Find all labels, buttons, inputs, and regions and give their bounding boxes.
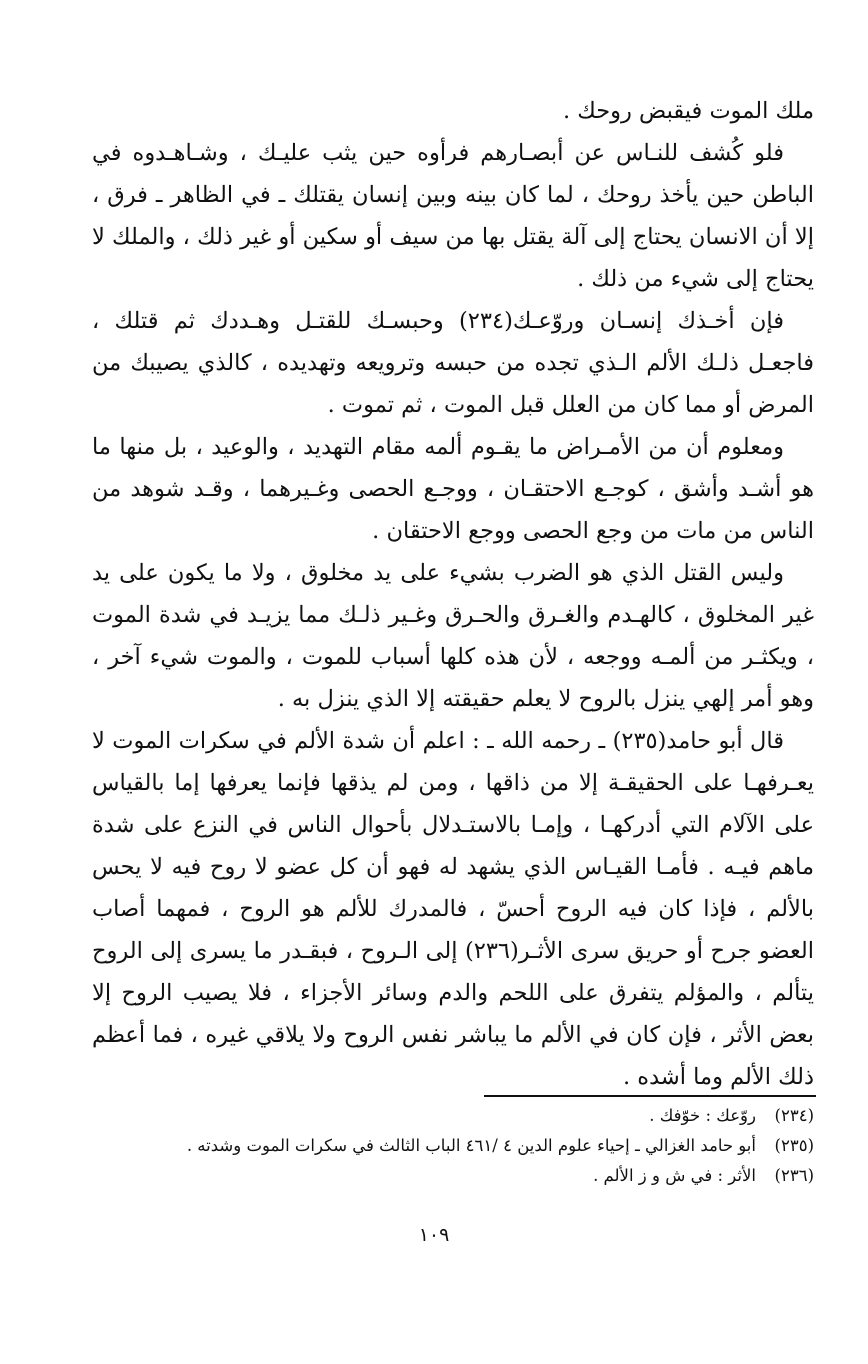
footnote-number: (٢٣٦) bbox=[774, 1166, 814, 1185]
paragraph-6: قال أبو حامد(٢٣٥) ـ رحمه الله ـ : اعلم أن شدة الألم في سكرات الموت لا يعـرفهـا على الحقيقـة إلا من ذاقها ، ومن لم يذقها فإنما يعرفها إما بالقياس على الآلام التي أدركهـا ، وإمـا بالاستـدلال بأحوال الناس في النزع على شدة ماهم فيـه . فأمـا القيـاس الذي يشهد له فهو أن كل عضو لا روح فيه لا يحس بالألم ، فإذا كان فيه الروح أحسّ ، فالمدرك للألم هو الروح ، فمهما أصاب العضو جرح أو حريق سرى الأثـر(٢٣٦) إلى الـروح ، فبقـدر ما يسرى إلى الروح يتألم ، والمؤلم يتفرق على اللحم والدم وسائر الأجزاء ، فلا يصيب الروح إلا بعض الأثر ، فإن كان في الألم ما يباشر نفس الروح ولا يلاقي غيره ، فما أعظم ذلك الألم وما أشده . bbox=[92, 728, 814, 1090]
main-text bbox=[92, 90, 814, 1098]
footnote-text: الأثر : في ش و ز الألم . bbox=[593, 1166, 756, 1185]
footnote-number: (٢٣٥) bbox=[774, 1136, 814, 1155]
footnotes bbox=[92, 1101, 814, 1191]
footnote-236 bbox=[92, 1161, 814, 1191]
footnote-234 bbox=[92, 1101, 814, 1131]
footnote-text: أبو حامد الغزالي ـ إحياء علوم الدين ٤ /٤٦١ الباب الثالث في سكرات الموت وشدته . bbox=[186, 1136, 756, 1155]
footnote-235 bbox=[92, 1131, 814, 1161]
page-number: ١٠٩ bbox=[418, 1224, 450, 1246]
footnote-text: روّعك : خوّفك . bbox=[649, 1106, 756, 1125]
paragraph-1: ملك الموت فيقبض روحك . bbox=[562, 98, 814, 124]
paragraph-3: فإن أخـذك إنسـان وروّعـك(٢٣٤) وحبسـك للقتـل وهـددك ثم قتلك ، فاجعـل ذلـك الألم الـذي تجده من حبسه وترويعه وتهديده ، كالذي يصيبك من المرض أو مما كان من العلل قبل الموت ، ثم تموت . bbox=[92, 308, 814, 418]
paragraph-4: ومعلوم أن من الأمـراض ما يقـوم ألمه مقام التهديد ، والوعيد ، بل منها ما هو أشـد وأشق ، كوجـع الاحتقـان ، ووجـع الحصى وغـيرهما ، وقـد شوهد من الناس من مات من وجع الحصى ووجع الاحتقان . bbox=[92, 434, 814, 544]
paragraph-2: فلو كُشف للنـاس عن أبصـارهم فرأوه حين يثب عليـك ، وشـاهـدوه في الباطن حين يأخذ روحك ، لما كان بينه وبين إنسان يقتلك ـ في الظاهر ـ فرق ، إلا أن الانسان يحتاج إلى آلة يقتل بها من سيف أو سكين أو غير ذلك ، والملك لا يحتاج إلى شيء من ذلك . bbox=[92, 140, 814, 292]
footnote-number: (٢٣٤) bbox=[774, 1106, 814, 1125]
paragraph-5: وليس القتل الذي هو الضرب بشيء على يد مخلوق ، ولا ما يكون على يد غير المخلوق ، كالهـدم والغـرق والحـرق وغـير ذلـك مما يزيـد في شدة الموت ، ويكثـر من ألمـه ووجعه ، لأن هذه كلها أسباب للموت ، والموت شيء آخر ، وهو أمر إلهي ينزل بالروح لا يعلم حقيقته إلا الذي ينزل به . bbox=[92, 560, 814, 712]
footnote-divider bbox=[484, 1095, 816, 1097]
